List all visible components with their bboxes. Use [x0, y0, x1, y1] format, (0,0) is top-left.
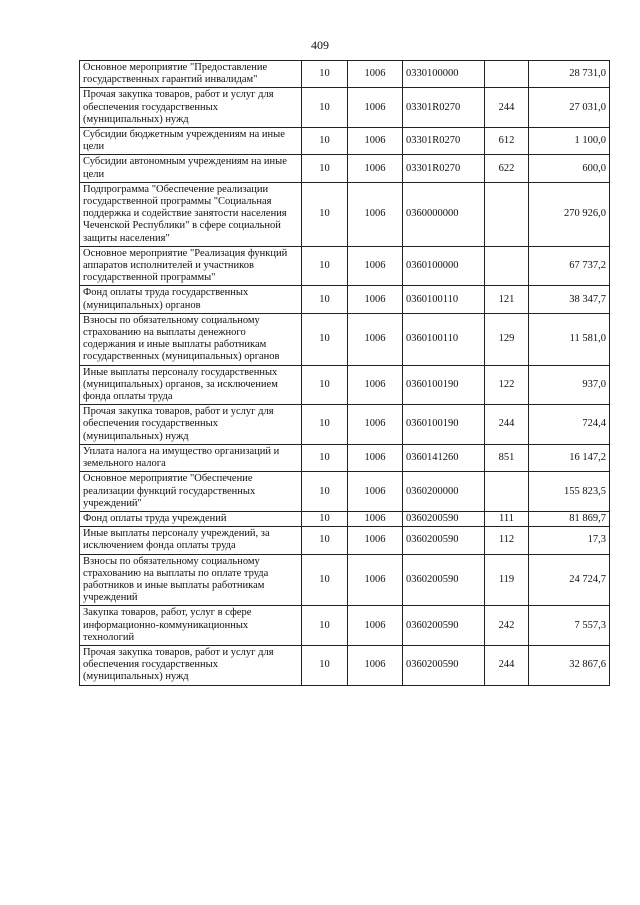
target-article-cell: 0360200590: [403, 606, 485, 646]
amount-cell: 81 869,7: [529, 511, 610, 526]
subsection-code-cell: 1006: [348, 444, 403, 471]
table-row: [80, 155, 610, 182]
subsection-code-cell: 1006: [348, 61, 403, 88]
section-code-cell: 10: [302, 61, 348, 88]
amount-cell: 27 031,0: [529, 88, 610, 128]
expense-name-cell: Уплата налога на имущество организаций и земельного налога: [80, 444, 302, 471]
table-row: [80, 286, 610, 313]
expense-type-cell: [485, 472, 529, 512]
expense-name-cell: Иные выплаты персоналу учреждений, за исключением фонда оплаты труда: [80, 527, 302, 554]
table-row: [80, 246, 610, 286]
expense-name-cell: Прочая закупка товаров, работ и услуг для обеспечения государственных (муниципальных) нужд: [80, 88, 302, 128]
section-code-cell: 10: [302, 511, 348, 526]
amount-cell: 155 823,5: [529, 472, 610, 512]
amount-cell: 67 737,2: [529, 246, 610, 286]
expense-name-cell: Субсидии бюджетным учреждениям на иные цели: [80, 128, 302, 155]
expense-name-cell: Основное мероприятие "Реализация функций аппаратов исполнителей и участников государственной программы": [80, 246, 302, 286]
target-article-cell: 0360100110: [403, 313, 485, 365]
expense-type-cell: [485, 182, 529, 246]
subsection-code-cell: 1006: [348, 405, 403, 445]
subsection-code-cell: 1006: [348, 511, 403, 526]
amount-cell: 24 724,7: [529, 554, 610, 606]
expense-name-cell: Закупка товаров, работ, услуг в сфере информационно-коммуникационных технологий: [80, 606, 302, 646]
table-row: [80, 61, 610, 88]
section-code-cell: 10: [302, 182, 348, 246]
target-article-cell: 03301R0270: [403, 88, 485, 128]
target-article-cell: 0330100000: [403, 61, 485, 88]
section-code-cell: 10: [302, 365, 348, 405]
target-article-cell: 03301R0270: [403, 128, 485, 155]
expense-type-cell: 622: [485, 155, 529, 182]
expense-name-cell: Фонд оплаты труда учреждений: [80, 511, 302, 526]
table-row: [80, 472, 610, 512]
expense-name-cell: Основное мероприятие "Обеспечение реализации функций государственных учреждений": [80, 472, 302, 512]
subsection-code-cell: 1006: [348, 645, 403, 685]
expense-name-cell: Прочая закупка товаров, работ и услуг для обеспечения государственных (муниципальных) нужд: [80, 405, 302, 445]
expense-type-cell: 612: [485, 128, 529, 155]
expense-name-cell: Субсидии автономным учреждениям на иные цели: [80, 155, 302, 182]
target-article-cell: 0360200590: [403, 511, 485, 526]
expense-name-cell: Фонд оплаты труда государственных (муниципальных) органов: [80, 286, 302, 313]
table-row: [80, 645, 610, 685]
table-row: [80, 182, 610, 246]
subsection-code-cell: 1006: [348, 182, 403, 246]
section-code-cell: 10: [302, 246, 348, 286]
amount-cell: 724,4: [529, 405, 610, 445]
subsection-code-cell: 1006: [348, 527, 403, 554]
subsection-code-cell: 1006: [348, 246, 403, 286]
expense-name-cell: Подпрограмма "Обеспечение реализации государственной программы "Социальная поддержка и содействие занятости населения Чеченской Республики" в сфере социальной защиты населения": [80, 182, 302, 246]
expense-type-cell: 112: [485, 527, 529, 554]
amount-cell: 1 100,0: [529, 128, 610, 155]
expense-type-cell: [485, 246, 529, 286]
amount-cell: 17,3: [529, 527, 610, 554]
table-row: [80, 511, 610, 526]
table-row: [80, 313, 610, 365]
target-article-cell: 03301R0270: [403, 155, 485, 182]
subsection-code-cell: 1006: [348, 606, 403, 646]
amount-cell: 16 147,2: [529, 444, 610, 471]
amount-cell: 600,0: [529, 155, 610, 182]
section-code-cell: 10: [302, 554, 348, 606]
subsection-code-cell: 1006: [348, 88, 403, 128]
expense-type-cell: 121: [485, 286, 529, 313]
target-article-cell: 0360100000: [403, 246, 485, 286]
section-code-cell: 10: [302, 286, 348, 313]
table-row: [80, 606, 610, 646]
expense-type-cell: 851: [485, 444, 529, 471]
subsection-code-cell: 1006: [348, 365, 403, 405]
expense-type-cell: 119: [485, 554, 529, 606]
target-article-cell: 0360200000: [403, 472, 485, 512]
target-article-cell: 0360100110: [403, 286, 485, 313]
table-row: [80, 444, 610, 471]
expense-type-cell: 122: [485, 365, 529, 405]
target-article-cell: 0360200590: [403, 527, 485, 554]
target-article-cell: 0360100190: [403, 365, 485, 405]
target-article-cell: 0360200590: [403, 554, 485, 606]
expense-name-cell: Основное мероприятие "Предоставление государственных гарантий инвалидам": [80, 61, 302, 88]
expense-type-cell: 129: [485, 313, 529, 365]
expense-name-cell: Взносы по обязательному социальному страхованию на выплаты по оплате труда работников и иные выплаты работникам учреждений: [80, 554, 302, 606]
subsection-code-cell: 1006: [348, 554, 403, 606]
target-article-cell: 0360200590: [403, 645, 485, 685]
expense-type-cell: 244: [485, 645, 529, 685]
section-code-cell: 10: [302, 527, 348, 554]
expense-name-cell: Иные выплаты персоналу государственных (муниципальных) органов, за исключением фонда оплаты труда: [80, 365, 302, 405]
expense-type-cell: 244: [485, 88, 529, 128]
section-code-cell: 10: [302, 472, 348, 512]
target-article-cell: 0360141260: [403, 444, 485, 471]
subsection-code-cell: 1006: [348, 128, 403, 155]
expense-type-cell: 111: [485, 511, 529, 526]
target-article-cell: 0360100190: [403, 405, 485, 445]
section-code-cell: 10: [302, 155, 348, 182]
section-code-cell: 10: [302, 606, 348, 646]
amount-cell: 937,0: [529, 365, 610, 405]
table-row: [80, 527, 610, 554]
expense-type-cell: 242: [485, 606, 529, 646]
budget-table-body: [80, 61, 610, 686]
budget-table: [79, 60, 610, 686]
section-code-cell: 10: [302, 405, 348, 445]
expense-name-cell: Взносы по обязательному социальному страхованию на выплаты денежного содержания и иные выплаты работникам государственных (муниципальных) органов: [80, 313, 302, 365]
table-row: [80, 88, 610, 128]
table-row: [80, 365, 610, 405]
section-code-cell: 10: [302, 88, 348, 128]
page-number: 409: [311, 38, 329, 52]
section-code-cell: 10: [302, 645, 348, 685]
table-row: [80, 554, 610, 606]
subsection-code-cell: 1006: [348, 155, 403, 182]
expense-name-cell: Прочая закупка товаров, работ и услуг для обеспечения государственных (муниципальных) нужд: [80, 645, 302, 685]
amount-cell: 270 926,0: [529, 182, 610, 246]
section-code-cell: 10: [302, 444, 348, 471]
amount-cell: 11 581,0: [529, 313, 610, 365]
section-code-cell: 10: [302, 313, 348, 365]
section-code-cell: 10: [302, 128, 348, 155]
amount-cell: 38 347,7: [529, 286, 610, 313]
expense-type-cell: 244: [485, 405, 529, 445]
amount-cell: 7 557,3: [529, 606, 610, 646]
expense-type-cell: [485, 61, 529, 88]
target-article-cell: 0360000000: [403, 182, 485, 246]
amount-cell: 32 867,6: [529, 645, 610, 685]
subsection-code-cell: 1006: [348, 286, 403, 313]
subsection-code-cell: 1006: [348, 313, 403, 365]
amount-cell: 28 731,0: [529, 61, 610, 88]
table-row: [80, 128, 610, 155]
subsection-code-cell: 1006: [348, 472, 403, 512]
table-row: [80, 405, 610, 445]
